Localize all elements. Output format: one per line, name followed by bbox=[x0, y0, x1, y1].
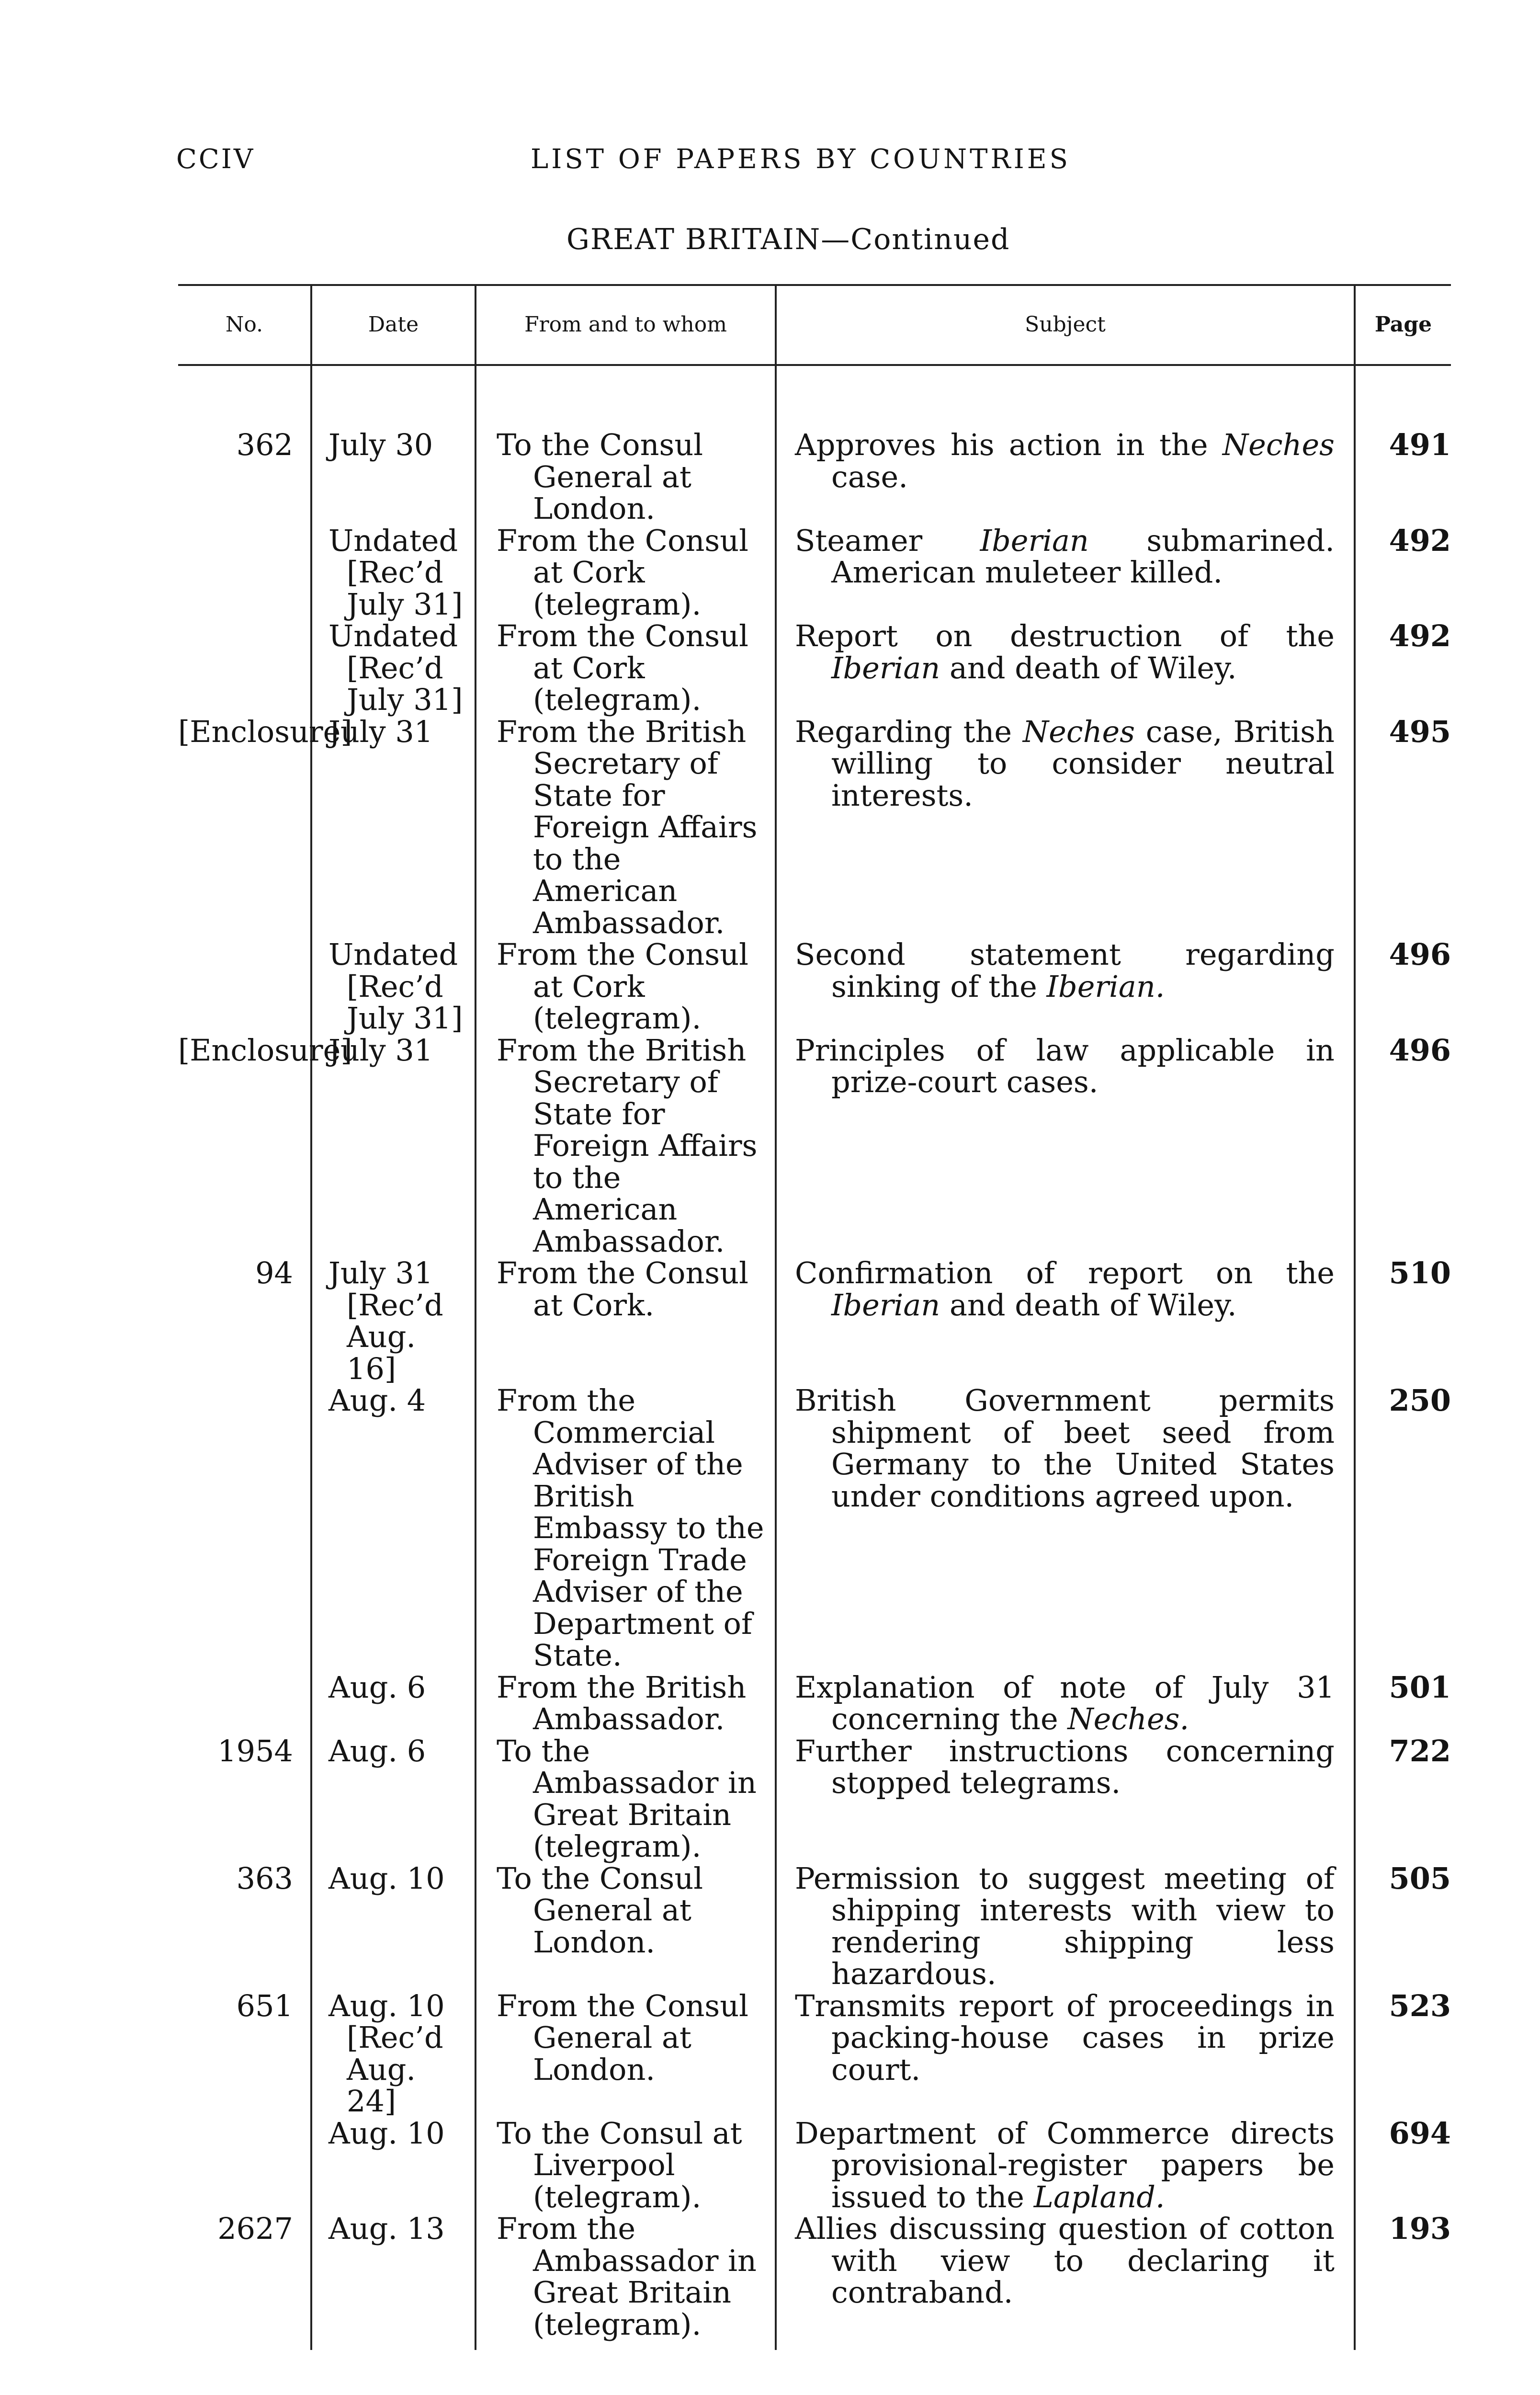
cell-subject bbox=[776, 1735, 1355, 1863]
cell-page: 523 bbox=[1355, 1990, 1451, 2118]
col-header-no: No. bbox=[178, 285, 311, 365]
date-text: Aug. 6 bbox=[328, 1733, 426, 1768]
cell-no: [Enclosure] bbox=[178, 1032, 352, 1068]
date-text: Aug. 13 bbox=[328, 2211, 445, 2246]
table-row bbox=[178, 1735, 1451, 1863]
from-to-text: To the Ambassador in Great Britain (telegram). bbox=[497, 1733, 757, 1864]
cell-date bbox=[311, 2115, 476, 2213]
cell-from-to bbox=[476, 1257, 776, 1385]
cell-subject bbox=[776, 716, 1355, 939]
table-header bbox=[178, 285, 1451, 365]
from-to-text: To the Consul General at London. bbox=[497, 1860, 703, 1960]
table-row bbox=[178, 716, 1451, 939]
cell-date bbox=[311, 525, 476, 621]
cell-from-to bbox=[476, 1735, 776, 1863]
cell-date bbox=[311, 1385, 476, 1672]
from-to-text: From the British Secretary of State for Foreign Affairs to the American Ambassador. bbox=[497, 1032, 758, 1259]
section-title: GREAT BRITAIN—Continued bbox=[566, 223, 1010, 256]
cell-date bbox=[311, 620, 476, 716]
cell-from-to bbox=[476, 429, 776, 525]
cell-from-to bbox=[476, 1385, 776, 1672]
cell-subject bbox=[776, 1032, 1355, 1258]
subject-text: Steamer Iberian submarined. American muleteer killed. bbox=[795, 523, 1335, 590]
from-to-text: From the Consul at Cork (telegram). bbox=[497, 523, 749, 622]
cell-page: 501 bbox=[1355, 1672, 1451, 1735]
table-row bbox=[178, 620, 1451, 716]
from-to-text: To the Consul General at London. bbox=[497, 427, 703, 526]
cell-subject bbox=[776, 1669, 1355, 1736]
cell-no bbox=[178, 939, 311, 1035]
cell-date bbox=[311, 1990, 476, 2118]
subject-text: Report on destruction of the Iberian and death of Wiley. bbox=[795, 618, 1335, 685]
cell-subject bbox=[776, 939, 1355, 1035]
cell-from-to bbox=[476, 1032, 776, 1259]
cell-page: 495 bbox=[1355, 716, 1451, 939]
cell-no: [Enclosure] bbox=[178, 714, 352, 749]
date-text: Undated [Rec’d July 31] bbox=[328, 618, 463, 717]
cell-from-to bbox=[476, 1669, 776, 1736]
cell-page: 496 bbox=[1355, 939, 1451, 1035]
from-to-text: From the Ambassador in Great Britain (telegram). bbox=[497, 2211, 757, 2342]
from-to-text: From the Consul General at London. bbox=[497, 1988, 749, 2087]
from-to-text: From the Consul at Cork (telegram). bbox=[497, 618, 749, 717]
cell-no bbox=[178, 2118, 311, 2213]
subject-text: British Government permits shipment of beet seed from Germany to the United States under conditions agreed upon. bbox=[795, 1383, 1335, 1514]
cell-no: 651 bbox=[236, 1988, 293, 2023]
col-header-subject: Subject bbox=[776, 285, 1355, 365]
cell-date bbox=[311, 1735, 476, 1863]
cell-subject bbox=[776, 429, 1355, 525]
cell-date bbox=[311, 716, 476, 939]
cell-no bbox=[178, 525, 311, 621]
cell-subject bbox=[776, 2213, 1355, 2350]
cell-from-to bbox=[476, 716, 776, 939]
cell-from-to bbox=[476, 2115, 776, 2214]
subject-text: Allies discussing question of cotton with view to declaring it contraband. bbox=[795, 2211, 1335, 2310]
subject-text: Principles of law applicable in prize-court cases. bbox=[795, 1032, 1335, 1099]
from-to-text: To the Consul at Liverpool (telegram). bbox=[497, 2115, 742, 2214]
table-row bbox=[178, 1257, 1451, 1385]
table-row bbox=[178, 429, 1451, 525]
subject-text: Explanation of note of July 31 concerning the Neches. bbox=[795, 1669, 1335, 1736]
running-title: LIST OF PAPERS BY COUNTRIES bbox=[531, 144, 1071, 175]
cell-page: 722 bbox=[1355, 1735, 1451, 1863]
cell-page: 250 bbox=[1355, 1385, 1451, 1672]
col-header-from: From and to whom bbox=[476, 285, 776, 365]
subject-text: Department of Commerce directs provisional-register papers be issued to the Lapland. bbox=[795, 2115, 1335, 2214]
date-text: Aug. 10 bbox=[328, 2115, 445, 2151]
table-row bbox=[178, 2118, 1451, 2213]
from-to-text: From the Consul at Cork (telegram). bbox=[497, 937, 749, 1036]
cell-page: 694 bbox=[1355, 2118, 1451, 2213]
cell-page: 193 bbox=[1355, 2213, 1451, 2350]
date-text: Undated [Rec’d July 31] bbox=[328, 523, 463, 622]
table-row bbox=[178, 1990, 1451, 2118]
cell-subject bbox=[776, 1257, 1355, 1385]
cell-page: 510 bbox=[1355, 1257, 1451, 1385]
from-to-text: From the Commercial Adviser of the British Embassy to the Foreign Trade Adviser of the Department of State. bbox=[497, 1383, 764, 1673]
subject-text: Confirmation of report on the Iberian and death of Wiley. bbox=[795, 1255, 1335, 1323]
from-to-text: From the British Ambassador. bbox=[497, 1669, 747, 1736]
cell-date bbox=[311, 1669, 476, 1735]
date-text: Aug. 10 [Rec’d Aug. 24] bbox=[328, 1988, 445, 2119]
cell-from-to bbox=[476, 620, 776, 716]
cell-subject bbox=[776, 620, 1355, 716]
cell-date bbox=[311, 429, 476, 525]
cell-from-to bbox=[476, 525, 776, 621]
subject-text: Further instructions concerning stopped telegrams. bbox=[795, 1733, 1335, 1800]
from-to-text: From the British Secretary of State for Foreign Affairs to the American Ambassador. bbox=[497, 714, 758, 940]
table-row bbox=[178, 939, 1451, 1035]
cell-from-to bbox=[476, 2213, 776, 2350]
table-row bbox=[178, 2213, 1451, 2350]
cell-subject bbox=[776, 1990, 1355, 2118]
cell-no: 362 bbox=[236, 427, 293, 462]
cell-page: 496 bbox=[1355, 1035, 1451, 1258]
cell-subject bbox=[776, 525, 1355, 621]
date-text: July 31 bbox=[328, 714, 433, 749]
date-text: Aug. 4 bbox=[328, 1383, 426, 1418]
date-text: July 31 bbox=[328, 1032, 433, 1068]
table-row bbox=[178, 525, 1451, 621]
subject-text: Regarding the Neches case, British willing to consider neutral interests. bbox=[795, 714, 1335, 813]
cell-date bbox=[311, 1032, 476, 1258]
date-text: July 31 [Rec’d Aug. 16] bbox=[328, 1255, 443, 1386]
date-text: July 30 bbox=[328, 427, 433, 462]
papers-table bbox=[178, 284, 1451, 2350]
cell-page: 491 bbox=[1355, 429, 1451, 525]
cell-subject bbox=[776, 2115, 1355, 2214]
cell-from-to bbox=[476, 939, 776, 1035]
cell-date bbox=[311, 1257, 476, 1385]
cell-no: 363 bbox=[236, 1860, 293, 1896]
cell-page: 492 bbox=[1355, 620, 1451, 716]
cell-date bbox=[311, 939, 476, 1035]
subject-text: Permission to suggest meeting of shipping interests with view to rendering shipping less hazardous. bbox=[795, 1860, 1335, 1991]
cell-no: 1954 bbox=[217, 1733, 293, 1768]
cell-date bbox=[311, 1860, 476, 1990]
cell-no: 94 bbox=[255, 1255, 293, 1290]
table-row bbox=[178, 1672, 1451, 1735]
table-row bbox=[178, 1035, 1451, 1258]
cell-no bbox=[178, 1672, 311, 1735]
page-number: CCIV bbox=[176, 144, 255, 175]
cell-page: 492 bbox=[1355, 525, 1451, 621]
cell-page: 505 bbox=[1355, 1863, 1451, 1990]
col-header-page: Page bbox=[1355, 285, 1451, 365]
cell-from-to bbox=[476, 1860, 776, 1990]
col-header-date: Date bbox=[311, 285, 476, 365]
cell-no: 2627 bbox=[217, 2211, 293, 2246]
cell-no bbox=[178, 620, 311, 716]
subject-text: Approves his action in the Neches case. bbox=[795, 427, 1335, 494]
date-text: Aug. 10 bbox=[328, 1860, 445, 1896]
cell-subject bbox=[776, 1385, 1355, 1672]
table-row bbox=[178, 1385, 1451, 1672]
cell-no bbox=[178, 1385, 311, 1672]
from-to-text: From the Consul at Cork. bbox=[497, 1255, 749, 1323]
table-row bbox=[178, 1863, 1451, 1990]
subject-text: Transmits report of proceedings in packing-house cases in prize court. bbox=[795, 1988, 1335, 2087]
table-body bbox=[178, 365, 1451, 2350]
subject-text: Second statement regarding sinking of the Iberian. bbox=[795, 937, 1335, 1004]
cell-from-to bbox=[476, 1990, 776, 2118]
cell-date bbox=[311, 2213, 476, 2350]
date-text: Aug. 6 bbox=[328, 1669, 426, 1705]
cell-subject bbox=[776, 1860, 1355, 1991]
date-text: Undated [Rec’d July 31] bbox=[328, 937, 463, 1036]
